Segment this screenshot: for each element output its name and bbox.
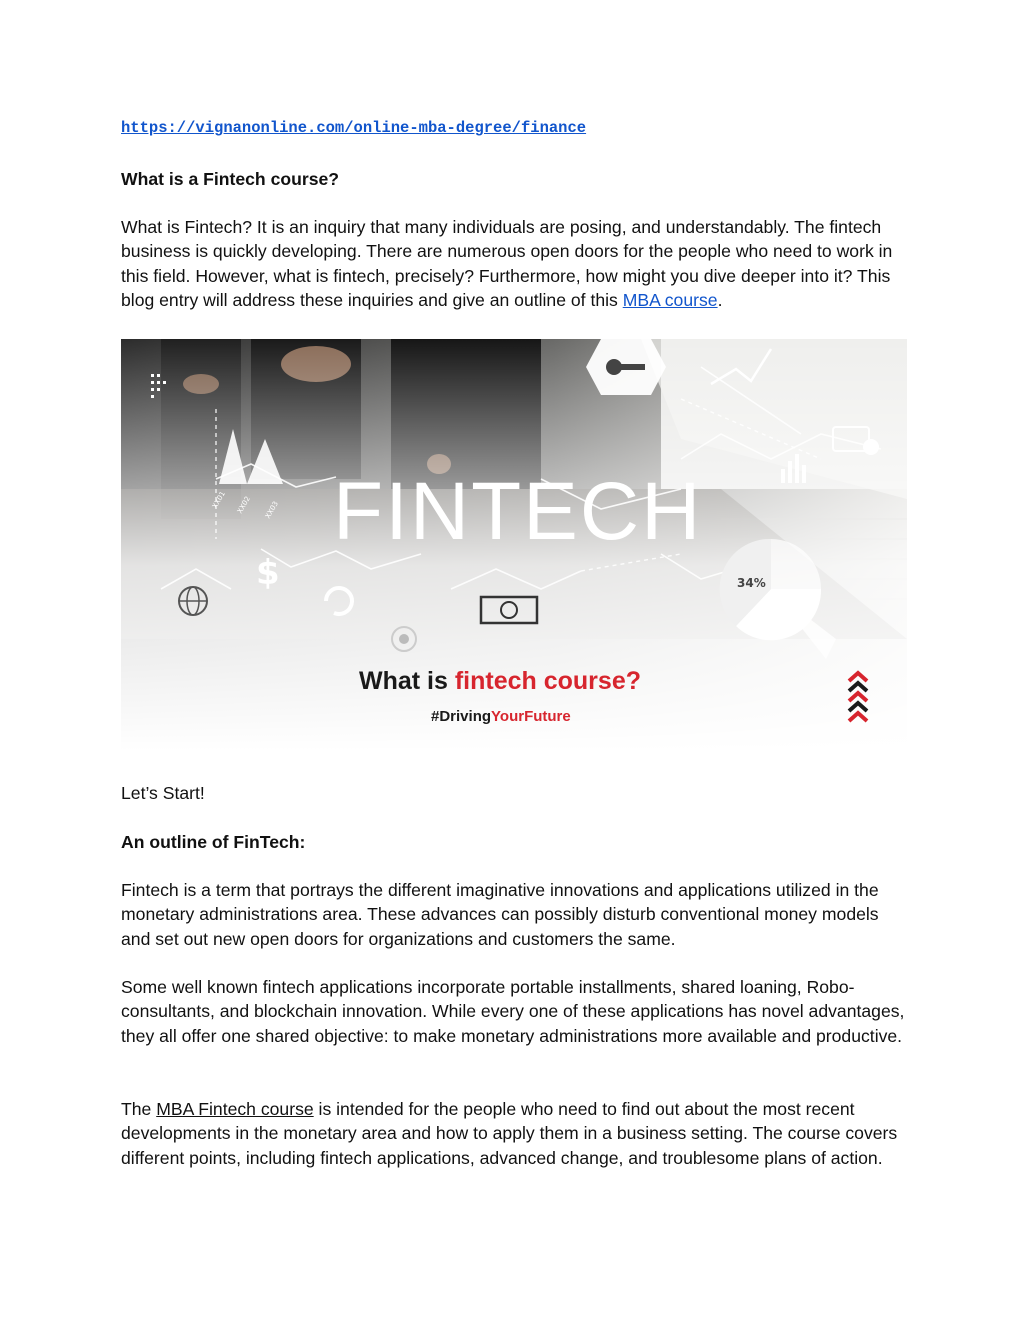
mba-course-link[interactable]: MBA course [622, 290, 718, 311]
hero-question [359, 667, 641, 695]
outline-paragraph-1: Fintech is a term that portrays the different imaginative innovations and applications utilized in the monetary administrations area. These advances can possibly disturb conventional money models and set out new open doors for organizations and customers the same. [121, 880, 879, 949]
hero-question-prefix: What is [359, 667, 455, 695]
key-hexagon-icon [586, 339, 666, 395]
hero-hashtag [431, 708, 571, 725]
hero-question-highlight: fintech course? [454, 667, 641, 695]
bar-label-2: XX02 [235, 494, 252, 515]
fintech-course-heading: What is a Fintech course? [121, 169, 340, 189]
bar-label-1: XX01 [210, 489, 227, 510]
pie-percent-label: 34% [737, 576, 766, 590]
p3-prefix: The [121, 1099, 157, 1119]
lets-start-text: Let’s Start! [121, 783, 205, 803]
mba-fintech-course-link[interactable]: MBA Fintech course [156, 1099, 314, 1119]
hashtag-prefix: #Driving [431, 708, 492, 725]
outline-heading: An outline of FinTech: [121, 832, 306, 852]
intro-end: . [717, 290, 723, 311]
dollar-sign-icon: $ [256, 553, 280, 593]
hero-illustration [121, 339, 907, 751]
bar-label-3: XX03 [263, 499, 280, 520]
intro-paragraph [121, 215, 911, 313]
vignan-url-link[interactable]: https://vignanonline.com/online-mba-degree/finance [121, 119, 587, 137]
outline-paragraph-3 [121, 1097, 911, 1170]
fintech-big-word: FINTECH [333, 466, 703, 557]
intro-text: What is Fintech? It is an inquiry that many individuals are posing, and understandably. The fintech business is quickly developing. There are numerous open doors for the people who need to work in this field. However, what is fintech, precisely? Furthermore, how might you dive deeper into it? This blog entry will address these inquiries and give an outline of this [121, 217, 893, 311]
p3-rest: is intended for the people who need to find out about the most recent developments in the monetary area and how to apply them in a business setting. The course covers different points, including fintech applications, advanced change, and troublesome plans of action. [121, 1099, 898, 1168]
hashtag-highlight: YourFuture [491, 708, 571, 725]
fintech-hero-image [121, 339, 907, 751]
outline-paragraph-2: Some well known fintech applications incorporate portable installments, shared loaning, Robo-consultants, and blockchain innovation. While every one of these applications has novel advantages, they all offer one shared objective: to make monetary administrations more available and productive. [121, 977, 905, 1046]
